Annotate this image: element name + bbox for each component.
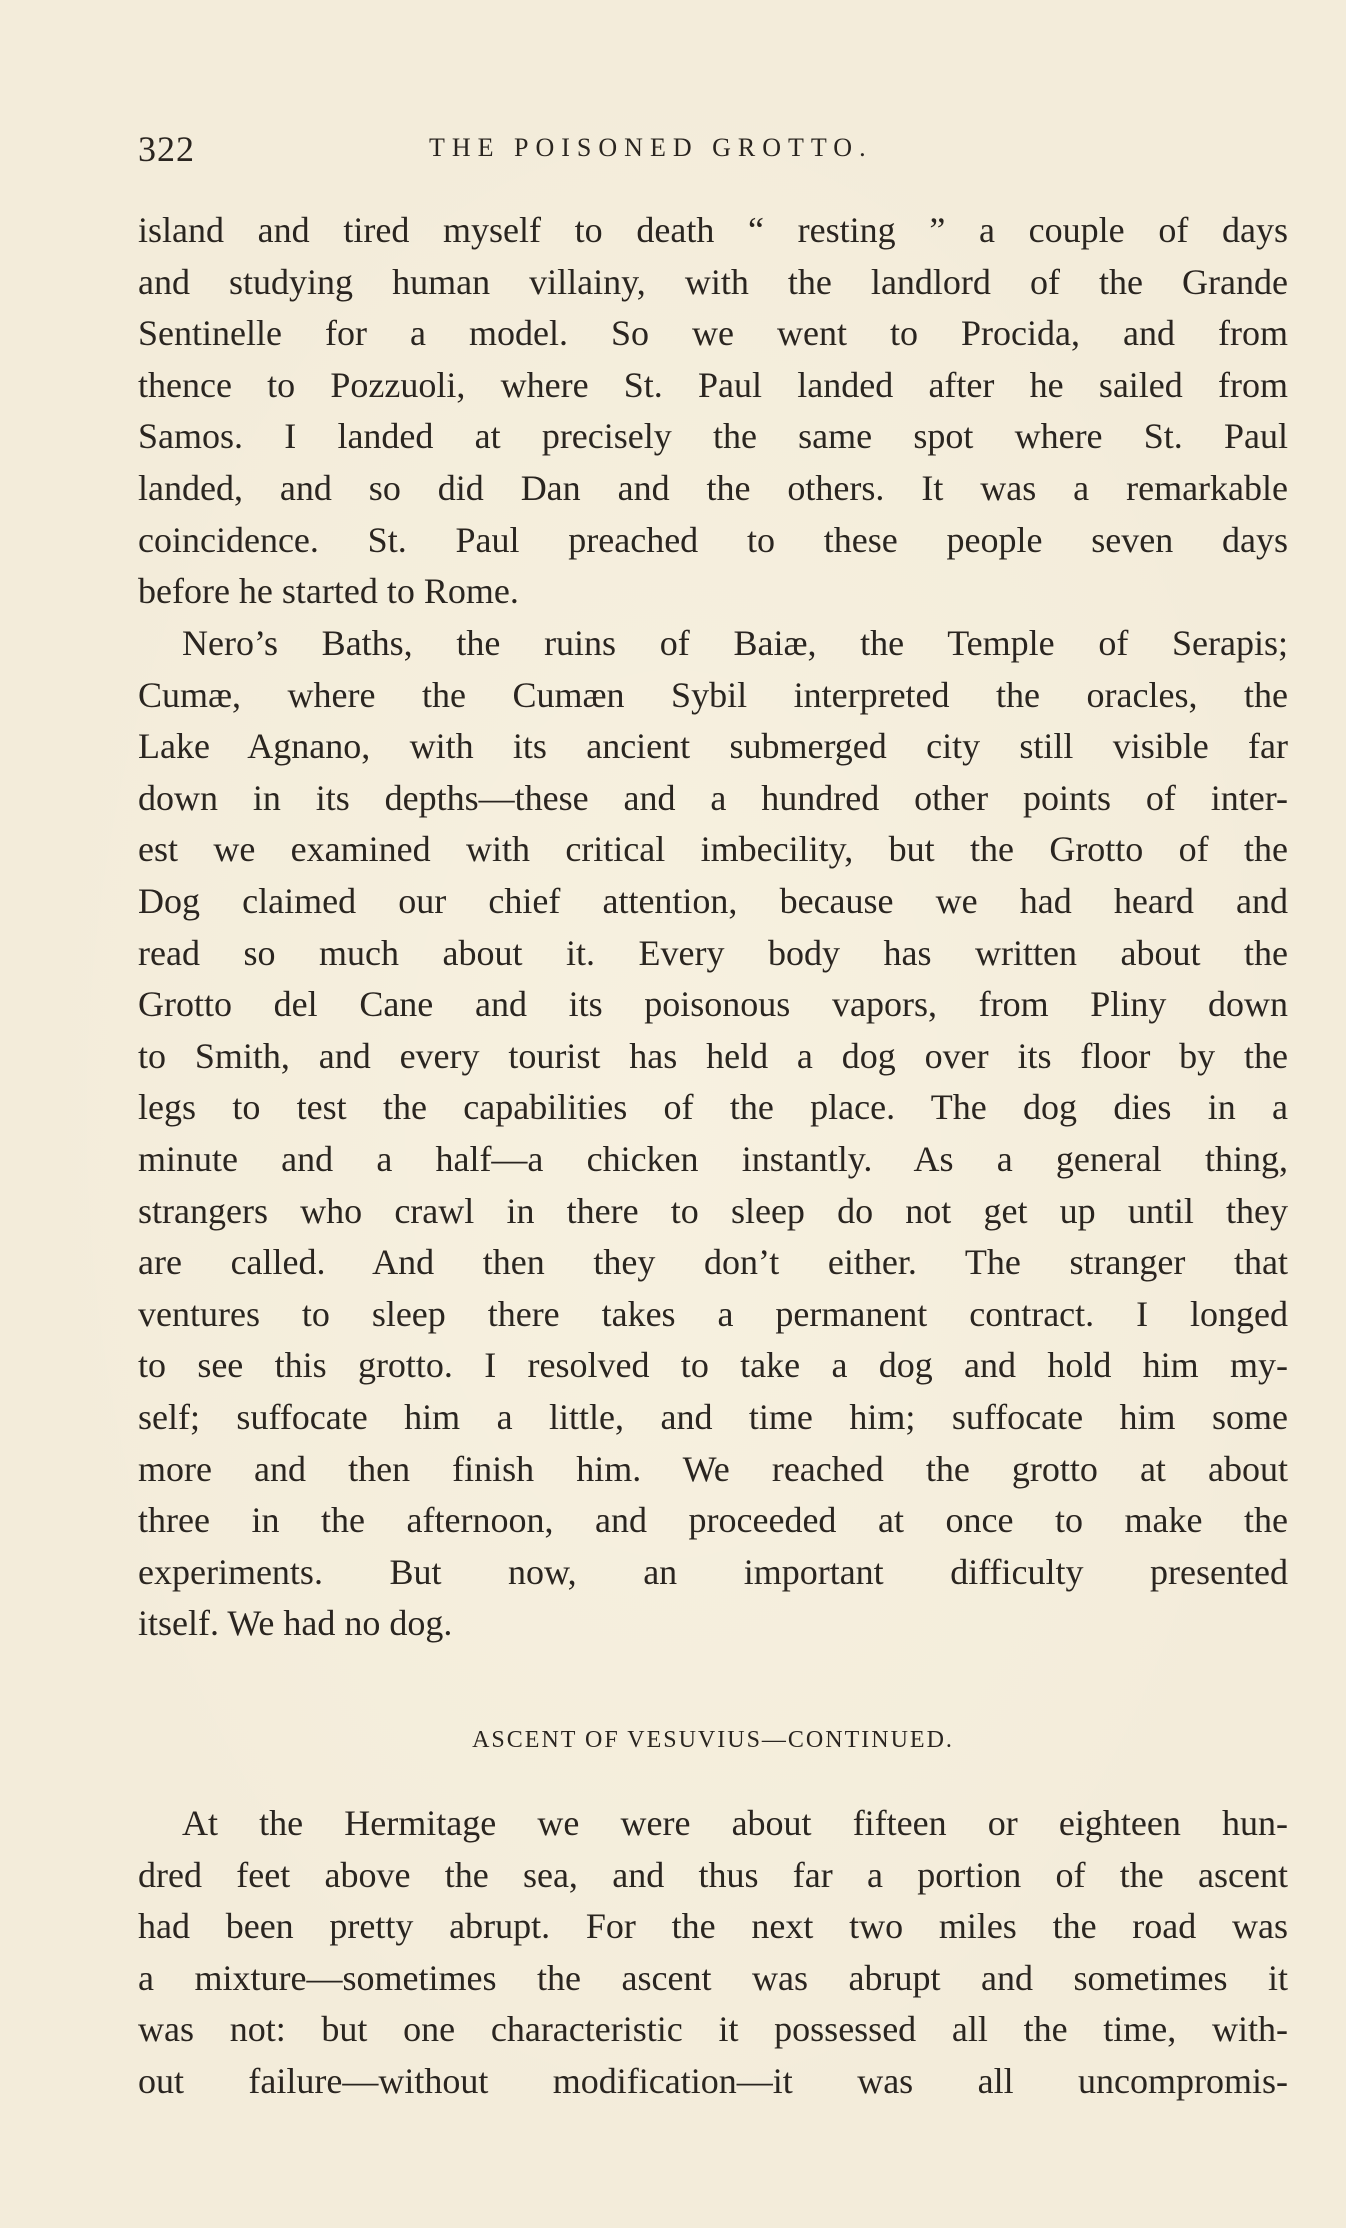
running-title: THE POISONED GROTTO. <box>429 133 873 162</box>
text-line: island and tired myself to death “ resting ” a couple of days <box>138 210 1288 250</box>
paragraph-1 <box>138 205 1288 618</box>
text-line: and studying human villainy, with the landlord of the Grande <box>138 261 1288 302</box>
text-line: to see this grotto. I resolved to take a dog and hold him my- <box>138 1345 1288 1386</box>
text-line: experiments. But now, an important difficulty presented <box>138 1551 1288 1592</box>
text-line: minute and a half—a chicken instantly. As a general thing, <box>138 1138 1288 1179</box>
text-line: Dog claimed our chief attention, because we had heard and <box>138 880 1288 921</box>
text-line: a mixture—sometimes the ascent was abrupt and sometimes it <box>138 1957 1288 1998</box>
text-line: to Smith, and every tourist has held a dog over its floor by the <box>138 1035 1288 1076</box>
paragraph-3 <box>138 1798 1288 2108</box>
text-line: dred feet above the sea, and thus far a portion of the ascent <box>138 1854 1288 1895</box>
text-line: had been pretty abrupt. For the next two miles the road was <box>138 1906 1288 1947</box>
text-line: Lake Agnano, with its ancient submerged city still visible far <box>138 726 1288 767</box>
text-line: down in its depths—these and a hundred other points of inter- <box>138 777 1288 818</box>
text-line: Cumæ, where the Cumæn Sybil interpreted the oracles, the <box>138 674 1288 715</box>
text-line: coincidence. St. Paul preached to these people seven days <box>138 519 1288 560</box>
text-line: Samos. I landed at precisely the same spot where St. Paul <box>138 416 1288 457</box>
text-line: three in the afternoon, and proceeded at once to make the <box>138 1500 1288 1541</box>
text-line: read so much about it. Every body has written about the <box>138 932 1288 973</box>
text-line: thence to Pozzuoli, where St. Paul landed after he sailed from <box>138 364 1288 405</box>
section-heading: ASCENT OF VESUVIUS—CONTINUED. <box>472 1727 954 1753</box>
text-line: Nero’s Baths, the ruins of Baiæ, the Temple of Serapis; <box>182 623 1288 663</box>
text-line: ventures to sleep there takes a permanent contract. I longed <box>138 1293 1288 1334</box>
text-line: legs to test the capabilities of the place. The dog dies in a <box>138 1087 1288 1128</box>
text-line: out failure—without modification—it was all uncompromis- <box>138 2060 1288 2101</box>
text-line: before he started to Rome. <box>138 571 519 612</box>
text-line: are called. And then they don’t either. The stranger that <box>138 1242 1288 1283</box>
running-head <box>138 128 1288 178</box>
text-line: landed, and so did Dan and the others. It was a remarkable <box>138 467 1288 508</box>
text-line: itself. We had no dog. <box>138 1603 453 1644</box>
text-line: self; suffocate him a little, and time him; suffocate him some <box>138 1396 1288 1437</box>
text-line: was not: but one characteristic it possessed all the time, with- <box>138 2009 1288 2050</box>
page-number: 322 <box>138 129 195 169</box>
text-line: At the Hermitage we were about fifteen or eighteen hun- <box>182 1803 1288 1843</box>
text-line: est we examined with critical imbecility, but the Grotto of the <box>138 829 1288 870</box>
paragraph-2 <box>138 618 1288 1650</box>
text-line: Grotto del Cane and its poisonous vapors, from Pliny down <box>138 984 1288 1025</box>
text-line: more and then finish him. We reached the grotto at about <box>138 1448 1288 1489</box>
text-line: Sentinelle for a model. So we went to Procida, and from <box>138 313 1288 354</box>
text-line: strangers who crawl in there to sleep do not get up until they <box>138 1190 1288 1231</box>
